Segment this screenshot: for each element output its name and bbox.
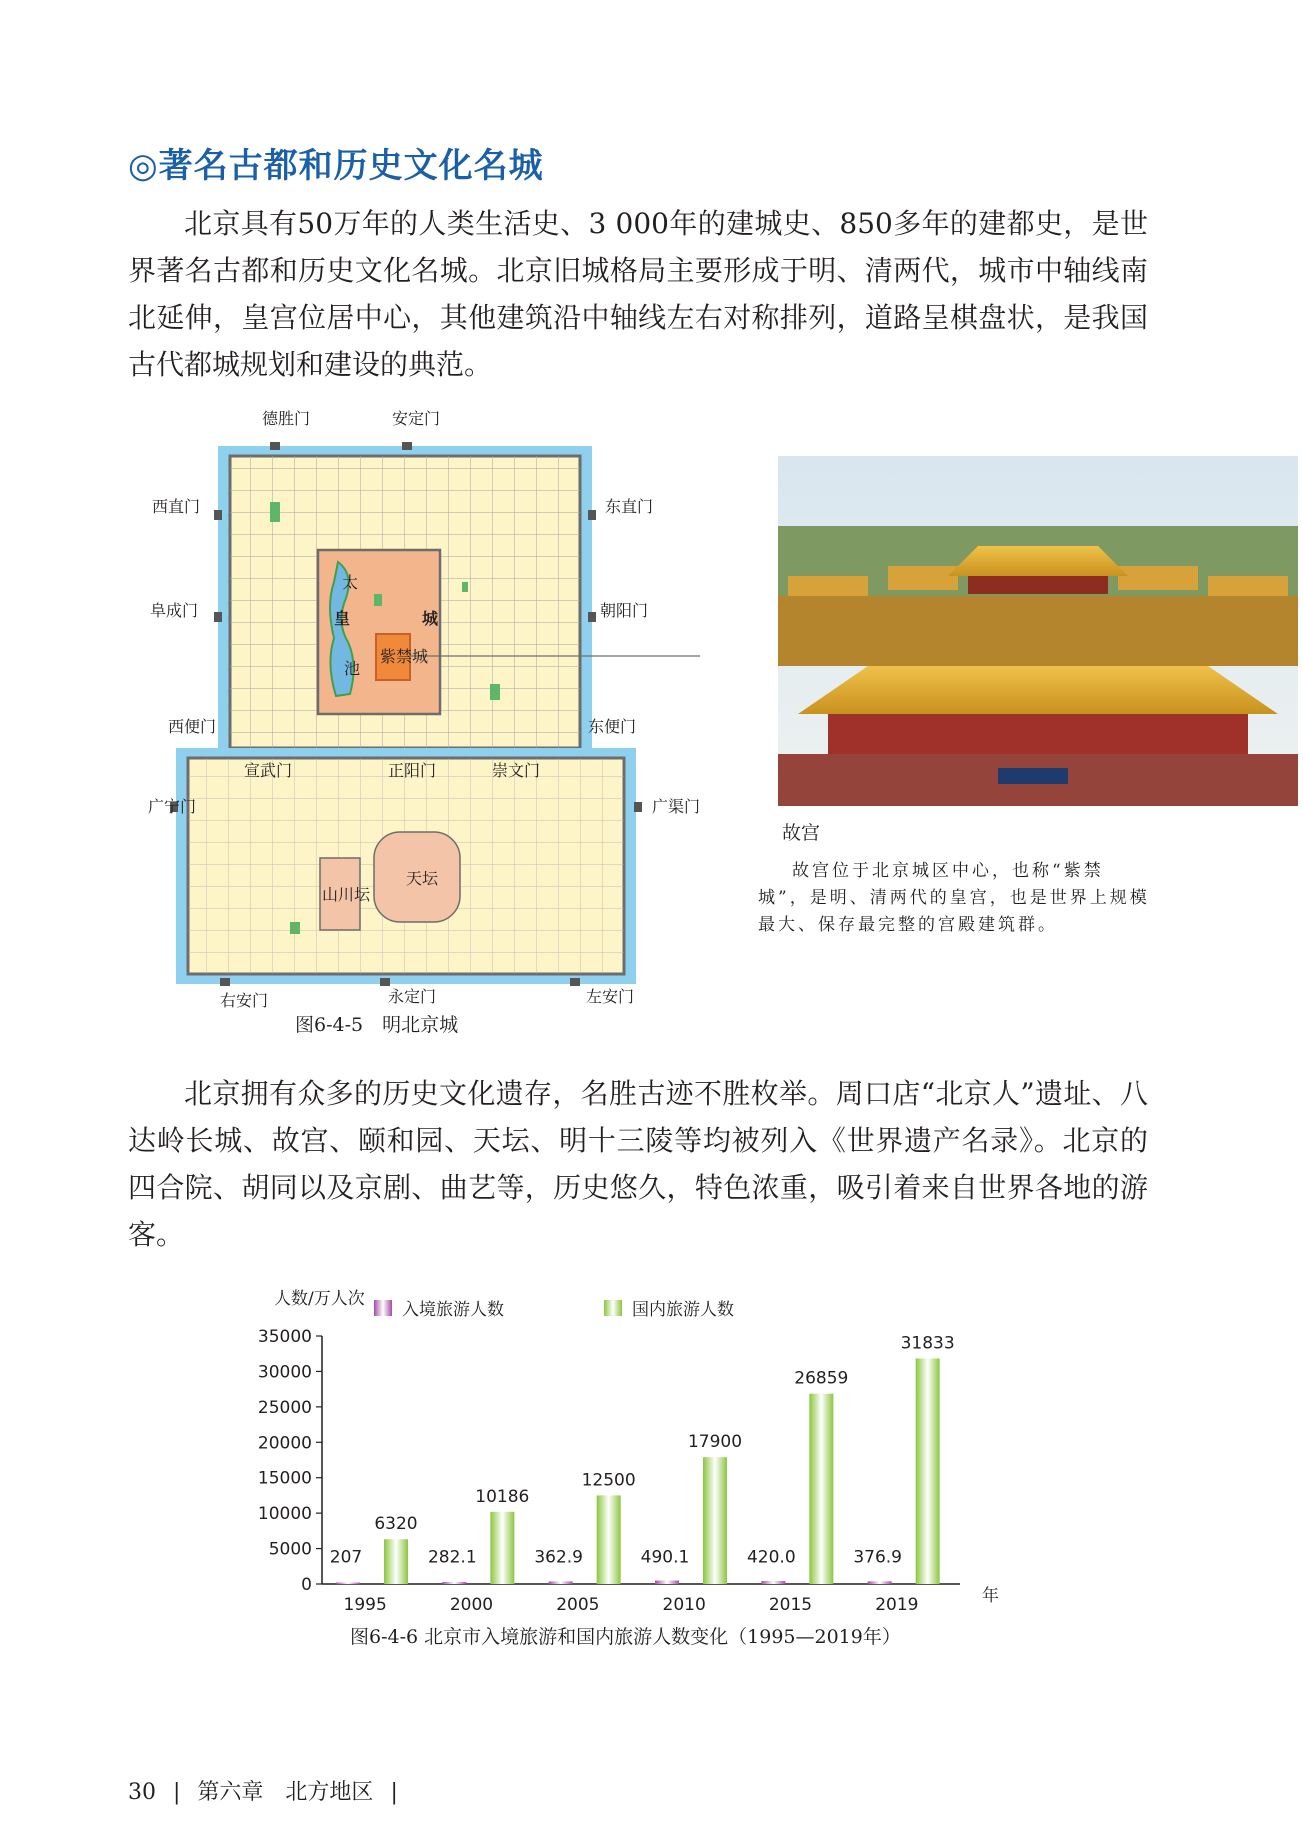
map-caption: 图6-4-5 明北京城 bbox=[295, 1014, 459, 1036]
footer-divider-end: | bbox=[390, 1780, 398, 1805]
chart-y-tick-label: 15000 bbox=[257, 1468, 312, 1489]
chart-data-label: 12500 bbox=[581, 1470, 636, 1491]
chart-bar-inbound bbox=[549, 1581, 573, 1584]
chart-bar-domestic bbox=[809, 1394, 833, 1584]
gate-guangningmen: 广宁门 bbox=[148, 797, 197, 816]
gate-xibianmen: 西便门 bbox=[168, 717, 217, 736]
label-tiantan: 天坛 bbox=[406, 869, 439, 888]
chart-y-tick-label: 25000 bbox=[257, 1397, 312, 1418]
chart-xlabel: 年 bbox=[982, 1586, 999, 1606]
gate-dongbianmen: 东便门 bbox=[588, 717, 637, 736]
chart-data-label: 282.1 bbox=[427, 1547, 477, 1568]
chart-bar-domestic bbox=[916, 1358, 940, 1584]
paragraph-2 bbox=[128, 1070, 1148, 1258]
chart-x-tick-label: 2010 bbox=[662, 1595, 706, 1615]
chart-bar-inbound bbox=[868, 1581, 892, 1584]
section-heading: ◎著名古都和历史文化名城 bbox=[128, 146, 544, 186]
chart-data-label: 207 bbox=[329, 1547, 363, 1568]
chart-bar-domestic bbox=[490, 1512, 514, 1584]
chart-caption: 图6-4-6 北京市入境旅游和国内旅游人数变化（1995—2019年） bbox=[350, 1626, 901, 1648]
chart-y-tick-label: 35000 bbox=[257, 1327, 312, 1347]
photo-description-text: 故宫位于北京城区中心，也称“紫禁城”，是明、清两代的皇宫，也是世界上规模最大、保存最完整的宫殿建筑群。 bbox=[758, 861, 1150, 935]
chart-legend-label: 入境旅游人数 bbox=[402, 1300, 504, 1320]
gate-yongdingmen: 永定门 bbox=[388, 987, 437, 1006]
gate-dongzhimen: 东直门 bbox=[605, 497, 654, 516]
label-chi: 池 bbox=[344, 659, 361, 678]
gate-youanmen: 右安门 bbox=[220, 991, 269, 1010]
chart-legend-swatch bbox=[374, 1300, 392, 1316]
gate-zuoanmen: 左安门 bbox=[586, 987, 635, 1006]
chart-bar-inbound bbox=[655, 1581, 679, 1584]
chart-legend-swatch bbox=[604, 1300, 622, 1316]
gate-zhengyangmen: 正阳门 bbox=[388, 761, 437, 780]
gate-xuanwumen: 宣武门 bbox=[244, 761, 293, 780]
chart-bar-domestic bbox=[384, 1539, 408, 1584]
chapter-title: 第六章 北方地区 bbox=[197, 1780, 374, 1805]
chart-bar-domestic bbox=[703, 1457, 727, 1584]
chart-y-tick-label: 5000 bbox=[268, 1539, 312, 1560]
gate-chaoyangmen: 朝阳门 bbox=[600, 601, 649, 620]
label-zijincheng: 紫禁城 bbox=[380, 647, 429, 666]
page-number: 30 bbox=[128, 1780, 156, 1805]
ming-beijing-map bbox=[140, 402, 700, 1034]
chart-bar-domestic bbox=[597, 1495, 621, 1584]
forbidden-city-photo bbox=[778, 456, 1298, 806]
chart-bar-inbound bbox=[761, 1581, 785, 1584]
chart-x-tick-label: 2015 bbox=[768, 1595, 813, 1615]
chart-ylabel: 人数/万人次 bbox=[274, 1289, 365, 1309]
label-shanchuantan: 山川坛 bbox=[322, 885, 371, 904]
gate-guangqumen: 广渠门 bbox=[652, 797, 700, 816]
gate-fuchengmen: 阜成门 bbox=[150, 601, 199, 620]
paragraph-1 bbox=[128, 200, 1148, 388]
chart-y-tick-label: 10000 bbox=[257, 1504, 312, 1525]
chart-y-tick-label: 30000 bbox=[257, 1362, 312, 1383]
chart-data-label: 10186 bbox=[475, 1486, 530, 1507]
paragraph-2-text: 北京拥有众多的历史文化遗存，名胜古迹不胜枚举。周口店“北京人”遗址、八达岭长城、故宫、颐和园、天坛、明十三陵等均被列入《世界遗产名录》。北京的四合院、胡同以及京剧、曲艺等，历史悠久，特色浓重，吸引着来自世界各地的游客。 bbox=[128, 1077, 1148, 1251]
gate-xizhimen: 西直门 bbox=[152, 497, 201, 516]
photo-description bbox=[758, 858, 1150, 939]
chart-bar-inbound bbox=[442, 1582, 466, 1584]
chart-x-tick-label: 2005 bbox=[556, 1595, 600, 1615]
chart-y-tick-label: 0 bbox=[301, 1575, 312, 1595]
chart-data-label: 31833 bbox=[900, 1333, 955, 1354]
photo-caption: 故宫 bbox=[782, 822, 821, 844]
gate-deshengmen: 德胜门 bbox=[262, 409, 311, 428]
page-footer bbox=[128, 1775, 398, 1806]
chart-data-label: 376.9 bbox=[853, 1547, 903, 1568]
chart-data-label: 362.9 bbox=[534, 1547, 584, 1568]
chart-data-label: 490.1 bbox=[640, 1547, 690, 1568]
chart-x-tick-label: 2000 bbox=[449, 1595, 494, 1615]
chart-data-label: 17900 bbox=[687, 1432, 743, 1453]
tourism-bar-chart bbox=[240, 1280, 1020, 1620]
gate-andingmen: 安定门 bbox=[392, 409, 441, 428]
chart-bar-inbound bbox=[336, 1583, 360, 1585]
chart-x-tick-label: 2019 bbox=[875, 1595, 919, 1615]
gate-chongwenmen: 崇文门 bbox=[492, 761, 541, 780]
chart-y-tick-label: 20000 bbox=[257, 1433, 312, 1454]
paragraph-1-text: 北京具有50万年的人类生活史、3 000年的建城史、850多年的建都史，是世界著名古都和历史文化名城。北京旧城格局主要形成于明、清两代，城市中轴线南北延伸，皇宫位居中心，其他建筑沿中轴线左右对称排列，道路呈棋盘状，是我国古代都城规划和建设的典范。 bbox=[128, 207, 1148, 381]
chart-x-tick-label: 1995 bbox=[343, 1595, 387, 1615]
label-huang: 皇 bbox=[334, 609, 351, 628]
chart-data-label: 26859 bbox=[794, 1368, 849, 1389]
footer-divider: | bbox=[173, 1780, 181, 1805]
label-cheng: 城 bbox=[422, 609, 439, 628]
chart-data-label: 420.0 bbox=[746, 1547, 796, 1568]
chart-legend-label: 国内旅游人数 bbox=[632, 1300, 734, 1320]
label-tai: 太 bbox=[342, 573, 359, 592]
chart-data-label: 6320 bbox=[374, 1514, 418, 1535]
